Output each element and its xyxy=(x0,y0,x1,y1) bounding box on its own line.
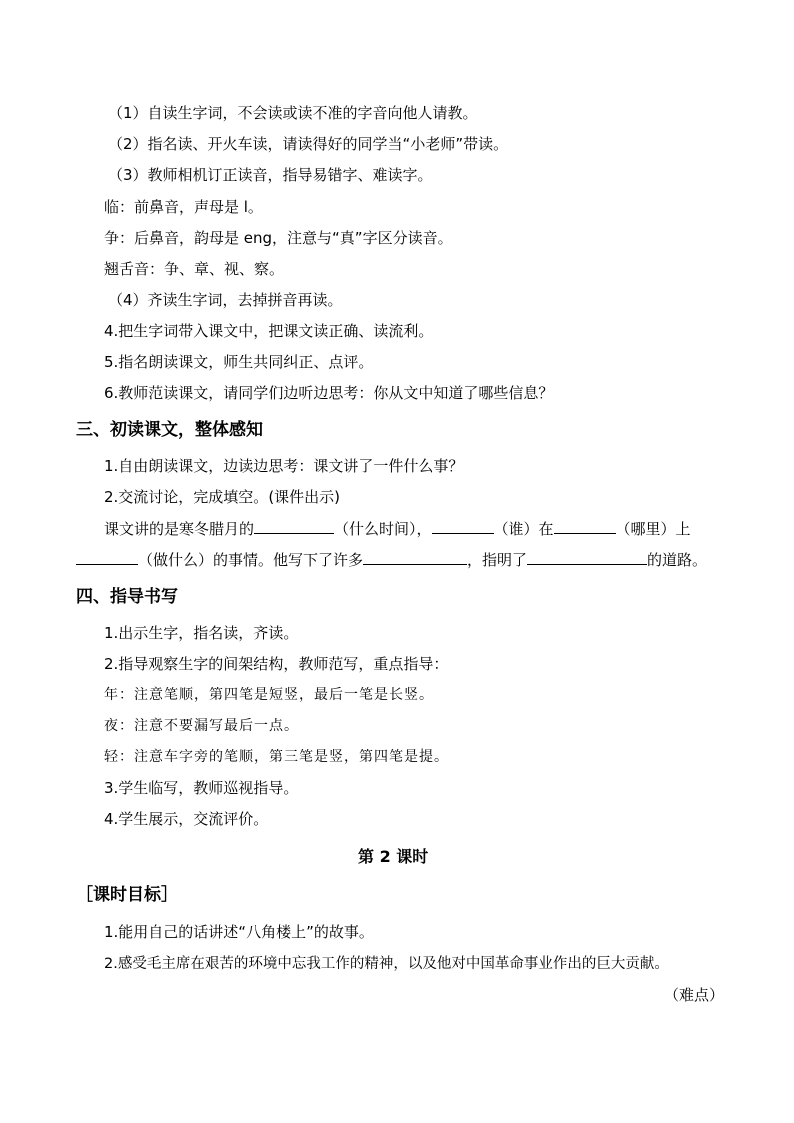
text-line: 4.把生字词带入课文中，把课文读正确、读流利。 xyxy=(104,322,434,340)
fill-blank-line xyxy=(76,550,707,570)
fill-text: （哪里）上 xyxy=(615,520,691,538)
text-line: 2.感受毛主席在艰苦的环境中忘我工作的精神，以及他对中国革命事业作出的巨大贡献。 xyxy=(104,956,669,972)
answer-blank[interactable] xyxy=(554,519,616,534)
fill-text: 的道路。 xyxy=(647,551,708,569)
text-line: 临：前鼻音，声母是 l。 xyxy=(104,198,263,216)
text-line: （1）自读生字词，不会读或读不准的字音向他人请教。 xyxy=(108,104,478,122)
text-line: 翘舌音：争、章、视、察。 xyxy=(104,260,285,278)
text-line: 4.学生展示，交流评价。 xyxy=(104,810,269,828)
lesson-title: 第 2 课时 xyxy=(358,847,429,866)
text-line: 夜：注意不要漏写最后一点。 xyxy=(104,718,299,734)
text-line: 1.自由朗读课文，边读边思考：课文讲了一件什么事？ xyxy=(104,457,464,475)
fill-text: ，指明了 xyxy=(467,551,528,569)
fill-blank-line xyxy=(104,519,691,539)
text-line: 争：后鼻音，韵母是 eng，注意与“真”字区分读音。 xyxy=(104,229,453,247)
answer-blank[interactable] xyxy=(432,519,494,534)
text-line: （难点） xyxy=(664,986,725,1004)
answer-blank[interactable] xyxy=(527,550,647,565)
section-heading: 四、指导书写 xyxy=(76,587,178,607)
section-heading: 三、初读课文，整体感知 xyxy=(76,420,263,440)
text-line: （2）指名读、开火车读，请读得好的同学当“小老师”带读。 xyxy=(108,135,509,153)
fill-text: （做什么）的事情。他写下了许多 xyxy=(138,551,364,569)
text-line: （4）齐读生字词，去掉拼音再读。 xyxy=(108,291,343,309)
goals-heading: ［课时目标］ xyxy=(76,885,178,905)
fill-text: 课文讲的是寒冬腊月的 xyxy=(104,520,255,538)
text-line: 5.指名朗读课文，师生共同纠正、点评。 xyxy=(104,353,374,371)
answer-blank[interactable] xyxy=(76,550,138,565)
text-line: （3）教师相机订正读音，指导易错字、难读字。 xyxy=(108,166,433,184)
text-line: 6.教师范读课文，请同学们边听边思考：你从文中知道了哪些信息？ xyxy=(104,384,554,402)
text-line: 1.能用自己的话讲述“八角楼上”的故事。 xyxy=(104,923,374,941)
fill-text: （什么时间）， xyxy=(334,520,432,538)
text-line: 2.指导观察生字的间架结构，教师范写，重点指导： xyxy=(104,655,449,673)
text-line: 1.出示生字，指名读，齐读。 xyxy=(104,624,299,642)
answer-blank[interactable] xyxy=(254,519,334,534)
fill-text: （谁）在 xyxy=(493,520,554,538)
text-line: 2.交流讨论，完成填空。(课件出示) xyxy=(104,488,341,506)
text-line: 3.学生临写，教师巡视指导。 xyxy=(104,779,299,797)
text-line: 轻：注意车字旁的笔顺，第三笔是竖，第四笔是提。 xyxy=(104,749,449,765)
answer-blank[interactable] xyxy=(363,550,467,565)
text-line: 年：注意笔顺，第四笔是短竖，最后一笔是长竖。 xyxy=(104,687,434,703)
